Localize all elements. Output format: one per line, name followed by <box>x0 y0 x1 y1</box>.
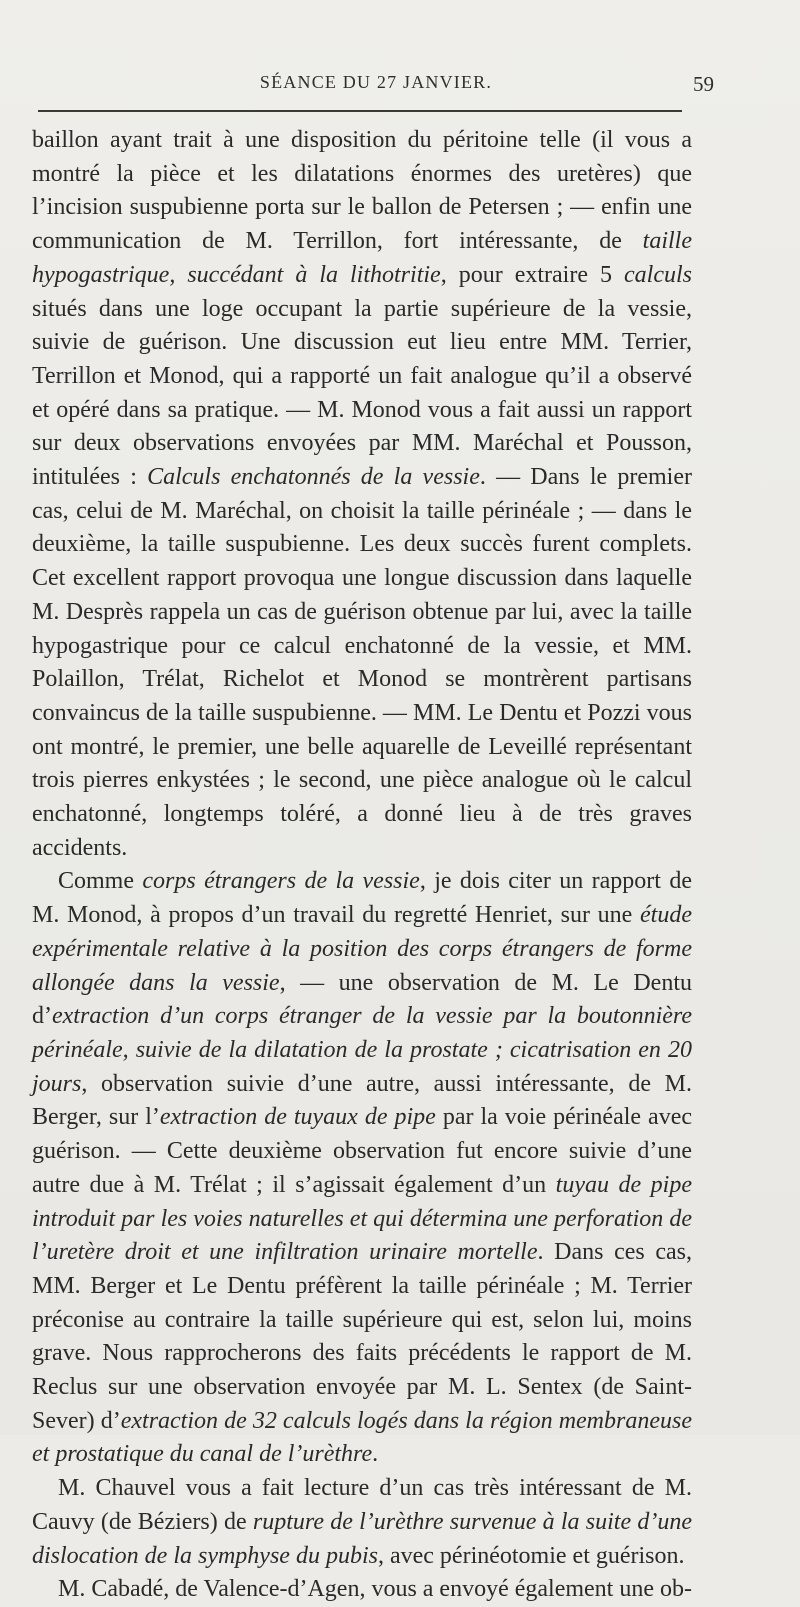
text-run: M. Cabadé, de Valence-d’Agen, vous a envoyé également une ob- <box>58 1576 692 1603</box>
text-run: par la voie périnéale avec guérison. — Cette deuxième observation fut encore suivie d’une autre due à M. Trélat ; il s’agissait également d’un <box>32 1104 692 1198</box>
text-run: . <box>372 1441 379 1468</box>
italic-run: corps étrangers de la vessie <box>142 868 420 895</box>
italic-run: Calculs enchatonnés de la vessie <box>147 464 480 491</box>
text-run: , je dois citer un rapport de M. Monod, à propos d’un travail du regretté Henriet, sur une <box>32 868 692 929</box>
body-text <box>32 124 692 1607</box>
paragraph <box>32 1472 692 1573</box>
text-run: , observation suivie d’une autre, aussi intéressante, de M. Berger, sur l’ <box>32 1070 692 1131</box>
italic-run: tuyau de pipe introduit par les voies naturelles et qui détermina une perforation de l’uretère droit et une infiltration urinaire mortelle <box>32 1171 692 1266</box>
italic-run: extraction de tuyaux de pipe <box>159 1104 436 1131</box>
italic-run: calculs <box>624 261 692 288</box>
italic-run: rupture de l’urèthre survenue à la suite d’une dislocation de la symphyse du pubis <box>32 1508 692 1569</box>
text-run: M. Chauvel vous a fait lecture d’un cas très intéressant de M. Cauvy (de Béziers) de <box>32 1475 692 1535</box>
paragraph <box>32 865 692 1472</box>
text-run: , avec périnéotomie et guérison. <box>377 1542 685 1569</box>
italic-run: extraction d’un corps étranger de la vessie par la boutonnière périnéale, suivie de la dilatation de la prostate ; cicatrisation en 20 jours <box>32 1003 692 1097</box>
text-run: , — une observation de M. Le Dentu d’ <box>32 969 692 1030</box>
running-head <box>36 72 716 98</box>
text-run: situés dans une loge occupant la partie supérieure de la vessie, suivie de guérison. Une discussion eut lieu entre MM. Terrier, Terrillon et Monod, qui a rapporté un fait analogue qu’il a observé et opéré dans sa pratique. — M. Monod vous a fait aussi un rapport sur deux observations envoyées par MM. Maréchal et Pousson, intitulées : <box>32 295 692 491</box>
header-rule <box>38 110 682 112</box>
text-run: , pour extraire 5 <box>440 261 625 288</box>
paragraph <box>32 124 692 865</box>
text-run: Comme <box>58 868 143 895</box>
page-number: 59 <box>693 72 714 96</box>
italic-run: taille hypogastrique, succédant à la lithotritie <box>32 228 692 288</box>
text-run: . — Dans le premier cas, celui de M. Maréchal, on choisit la taille périnéale ; — dans le deuxième, la taille suspubienne. Les deux succès furent complets. Cet excellent rapport provoqua une longue discussion dans laquelle M. Desprès rappela un cas de guérison obtenue par lui, avec la taille hypogastrique pour ce calcul enchatonné de la vessie, et MM. Polaillon, Trélat, Richelot et Monod se montrèrent partisans convaincus de la taille suspubienne. — MM. Le Dentu et Pozzi vous ont montré, le premier, une belle aquarelle de Leveillé représentant trois pierres enkystées ; le second, une pièce analogue où le calcul enchatonné, longtemps toléré, a donné lieu à de très graves accidents. <box>32 464 692 861</box>
paragraph <box>32 1573 692 1607</box>
running-title: SÉANCE DU 27 JANVIER. <box>259 72 493 92</box>
text-run: baillon ayant trait à une disposition du péritoine telle (il vous a montré la pièce et les dilatations énormes des uretères) que l’incision suspubienne porta sur le ballon de Petersen ; — enfin une communication de M. Terrillon, fort intéressante, de <box>32 127 692 255</box>
text-run: . Dans ces cas, MM. Berger et Le Dentu préfèrent la taille périnéale ; M. Terrier préconise au contraire la taille supérieure qui est, selon lui, moins grave. Nous rapprocherons des faits précédents le rapport de M. Reclus sur une observation envoyée par M. L. Sentex (de Saint-Sever) d’ <box>32 1239 692 1434</box>
italic-run: extraction de 32 calculs logés dans la région membraneuse et prostatique du canal de l’urèthre <box>32 1407 692 1468</box>
italic-run: étude expérimentale relative à la position des corps étrangers de forme allongée dans la vessie <box>32 902 692 996</box>
